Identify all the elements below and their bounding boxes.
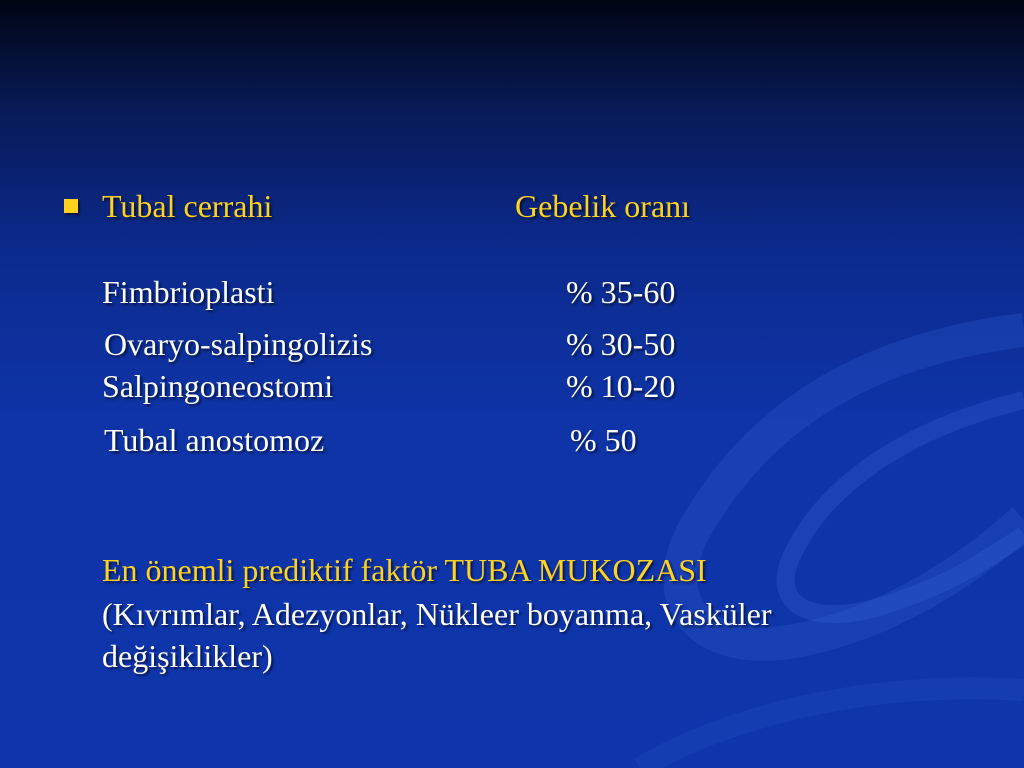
header-pregnancy-rate: Gebelik oranı — [515, 188, 691, 224]
row-rate: % 50 — [570, 422, 637, 458]
row-procedure: Fimbrioplasti — [102, 274, 275, 310]
header-tubal-surgery: Tubal cerrahi — [102, 188, 273, 224]
square-bullet-icon — [64, 199, 78, 213]
row-procedure: Tubal anostomoz — [104, 422, 325, 458]
row-procedure: Ovaryo-salpingolizis — [104, 326, 373, 362]
row-rate: % 35-60 — [566, 274, 676, 310]
predictor-statement: En önemli prediktif faktör TUBA MUKOZASI — [102, 552, 707, 588]
predictor-details-line1: (Kıvrımlar, Adezyonlar, Nükleer boyanma, Vasküler — [102, 596, 772, 632]
predictor-details-line2: değişiklikler) — [102, 638, 273, 674]
row-procedure: Salpingoneostomi — [102, 368, 334, 404]
row-rate: % 30-50 — [566, 326, 676, 362]
row-rate: % 10-20 — [566, 368, 676, 404]
